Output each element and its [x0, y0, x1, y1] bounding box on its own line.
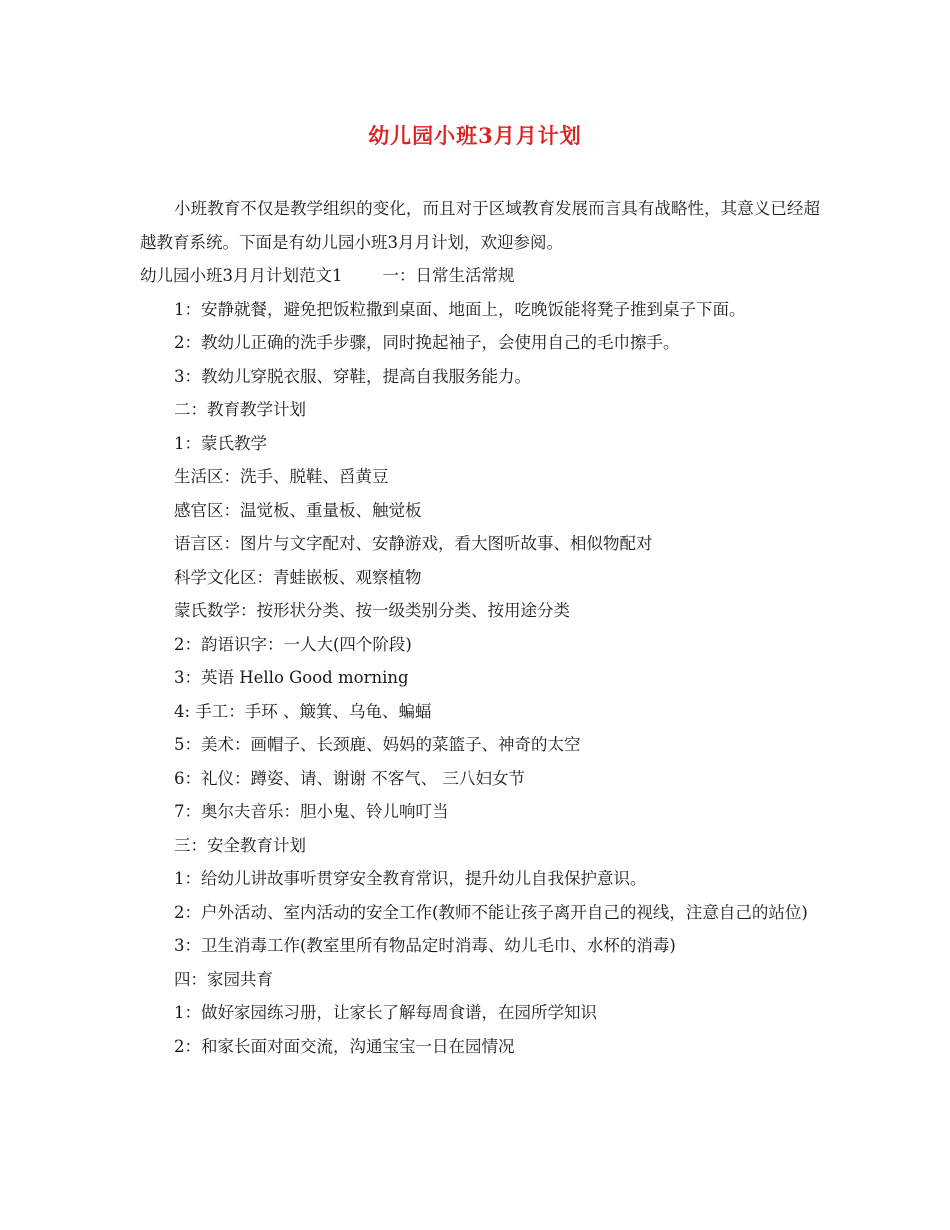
plan-line: 5：美术：画帽子、长颈鹿、妈妈的菜篮子、神奇的太空 — [174, 735, 581, 754]
plan-line: 语言区：图片与文字配对、安静游戏，看大图听故事、相似物配对 — [174, 534, 653, 553]
document-title: 幼儿园小班3月月计划 — [368, 123, 582, 148]
plan-line: 6：礼仪：蹲姿、请、谢谢 不客气、 三八妇女节 — [174, 768, 525, 788]
plan-line: 7：奥尔夫音乐：胆小鬼、铃儿响叮当 — [174, 802, 449, 821]
section-heading: 四：家园共育 — [174, 969, 273, 989]
plan-line-wrapped: 2：户外活动、室内活动的安全工作(教师不能让孩子离开自己的视线，注意自己的站位) — [174, 902, 808, 922]
document-body — [140, 192, 820, 1063]
plan-line: 3：卫生消毒工作(教室里所有物品定时消毒、幼儿毛巾、水杯的消毒) — [174, 936, 676, 955]
plan-line: 3：英语 Hello Good morning — [174, 668, 409, 687]
intro-paragraph: 小班教育不仅是教学组织的变化，而且对于区域教育发展而言具有战略性，其意义已经超越教育系统。下面是有幼儿园小班3月月计划，欢迎参阅。 — [140, 199, 820, 252]
plan-line: 3：教幼儿穿脱衣服、穿鞋，提高自我服务能力。 — [174, 366, 531, 386]
plan-line: 2：和家长面对面交流，沟通宝宝一日在园情况 — [174, 1036, 515, 1056]
section-heading: 二：教育教学计划 — [174, 400, 306, 419]
plan-line: 1：蒙氏教学 — [174, 433, 267, 453]
plan-line: 2：韵语识字：一人大(四个阶段) — [174, 634, 412, 654]
plan-line: 生活区：洗手、脱鞋、舀黄豆 — [174, 467, 389, 486]
plan-line: 蒙氏数学：按形状分类、按一级类别分类、按用途分类 — [174, 601, 570, 620]
plan-line: 1：做好家园练习册，让家长了解每周食谱，在园所学知识 — [174, 1003, 597, 1022]
sample-heading-line — [140, 259, 820, 293]
section1-heading: 一：日常生活常规 — [382, 266, 515, 285]
sample-heading: 幼儿园小班3月月计划范文1 — [140, 266, 343, 285]
plan-line: 感官区：温觉板、重量板、触觉板 — [174, 500, 422, 520]
plan-line: 1：给幼儿讲故事听贯穿安全教育常识，提升幼儿自我保护意识。 — [174, 869, 647, 888]
plan-line: 4: 手工：手环 、簸箕、乌龟、蝙蝠 — [174, 701, 432, 721]
section-heading: 三：安全教育计划 — [174, 835, 306, 855]
plan-line: 1：安静就餐，避免把饭粒撒到桌面、地面上，吃晚饭能将凳子推到桌子下面。 — [174, 299, 746, 319]
plan-line: 科学文化区：青蛙嵌板、观察植物 — [174, 567, 422, 587]
plan-line: 2：教幼儿正确的洗手步骤，同时挽起袖子，会使用自己的毛巾擦手。 — [174, 333, 680, 352]
